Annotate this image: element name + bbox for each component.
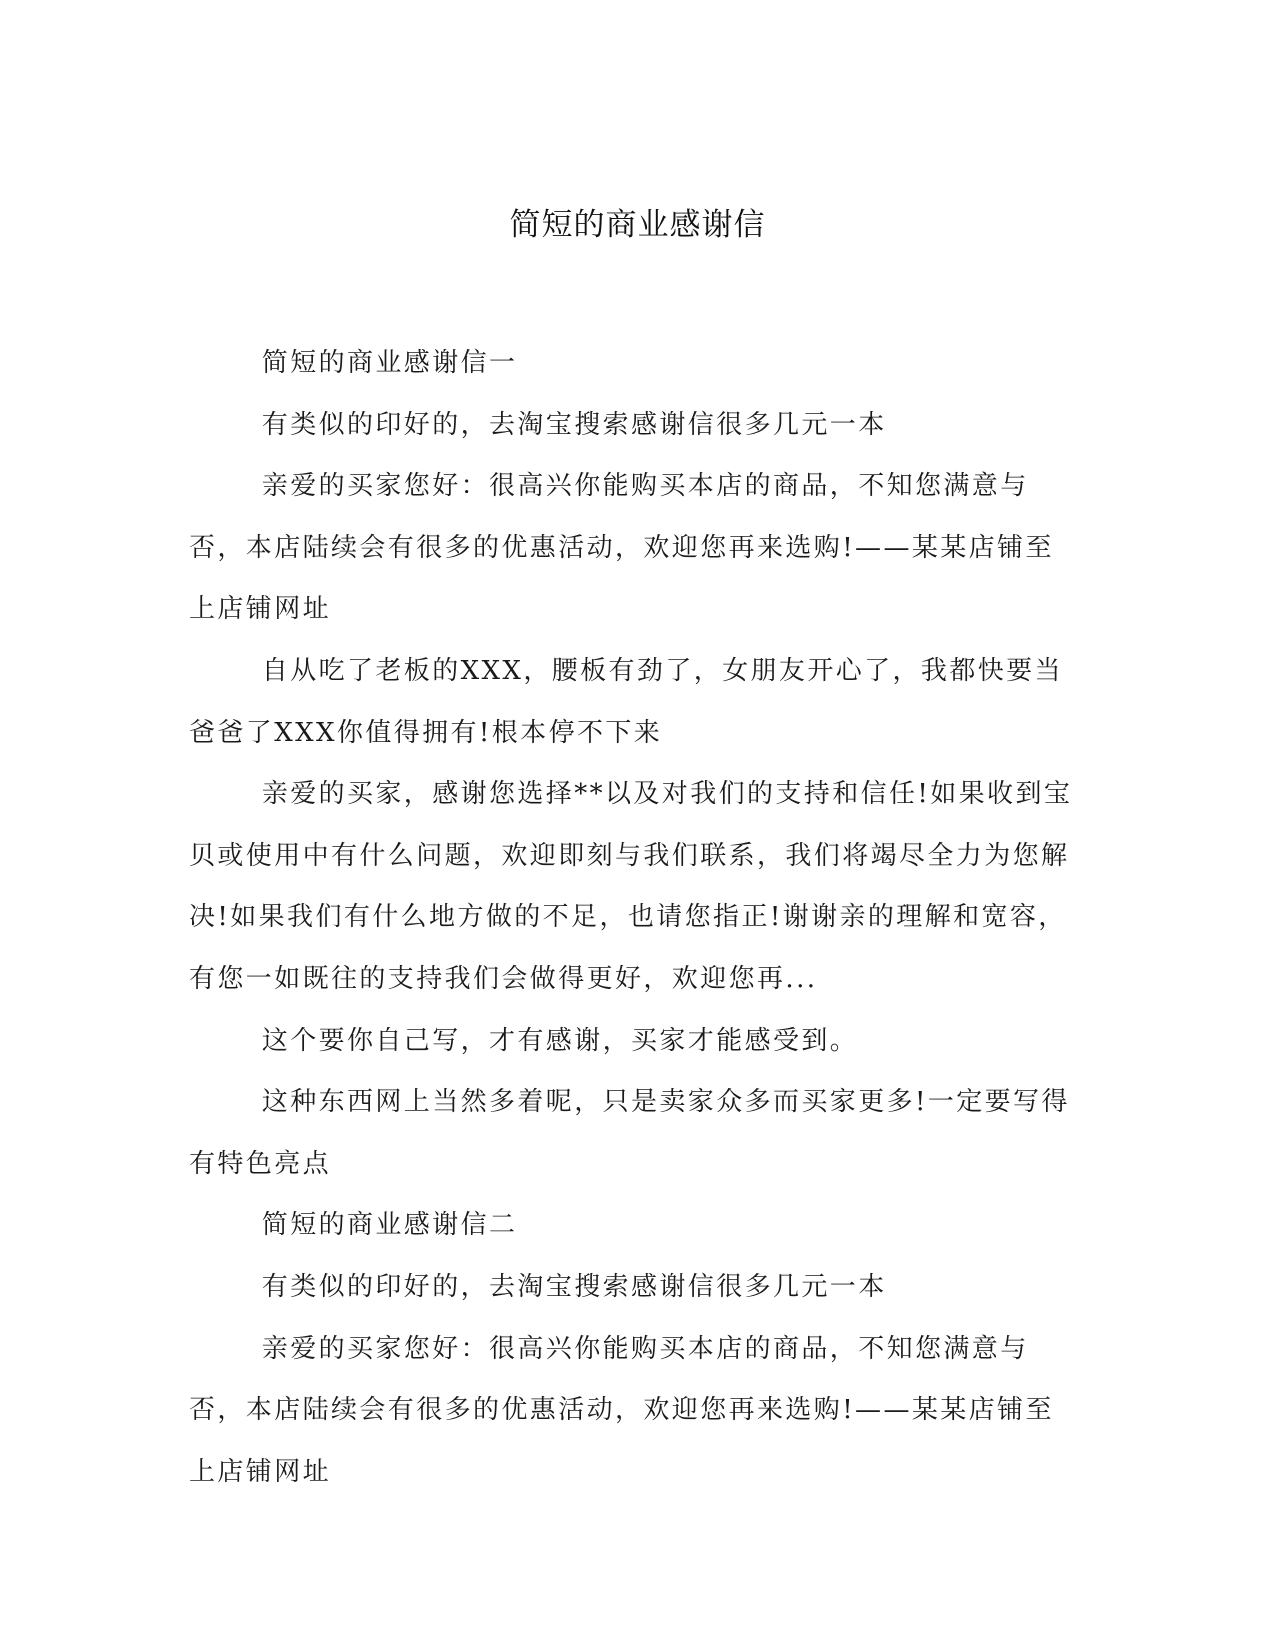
document-body [189, 333, 1079, 1503]
paragraph: 亲爱的买家您好：很高兴你能购买本店的商品，不知您满意与否，本店陆续会有很多的优惠活动，欢迎您再来选购!——某某店铺至上店铺网址 [189, 1333, 1054, 1487]
paragraph: 有类似的印好的，去淘宝搜索感谢信很多几元一本 [261, 1271, 887, 1302]
section-heading: 简短的商业感谢信二 [261, 1210, 518, 1241]
paragraph: 有类似的印好的，去淘宝搜索感谢信很多几元一本 [261, 409, 887, 440]
paragraph: 自从吃了老板的XXX，腰板有劲了，女朋友开心了，我都快要当爸爸了XXX你值得拥有!根本停不下来 [189, 655, 1063, 748]
document-title: 简短的商业感谢信 [509, 207, 766, 243]
section-heading: 简短的商业感谢信一 [261, 348, 518, 378]
paragraph: 这种东西网上当然多着呢，只是卖家众多而买家更多!一定要写得有特色亮点 [189, 1087, 1070, 1179]
paragraph: 这个要你自己写，才有感谢，买家才能感受到。 [261, 1025, 859, 1056]
paragraph: 亲爱的买家，感谢您选择**以及对我们的支持和信任!如果收到宝贝或使用中有什么问题，欢迎即刻与我们联系，我们将竭尽全力为您解决!如果我们有什么地方做的不足，也请您指正!谢谢亲的理解和宽容，有您一如既往的支持我们会做得更好，欢迎您再... [189, 779, 1073, 994]
paragraph: 亲爱的买家您好：很高兴你能购买本店的商品，不知您满意与否，本店陆续会有很多的优惠活动，欢迎您再来选购!——某某店铺至上店铺网址 [189, 471, 1054, 625]
